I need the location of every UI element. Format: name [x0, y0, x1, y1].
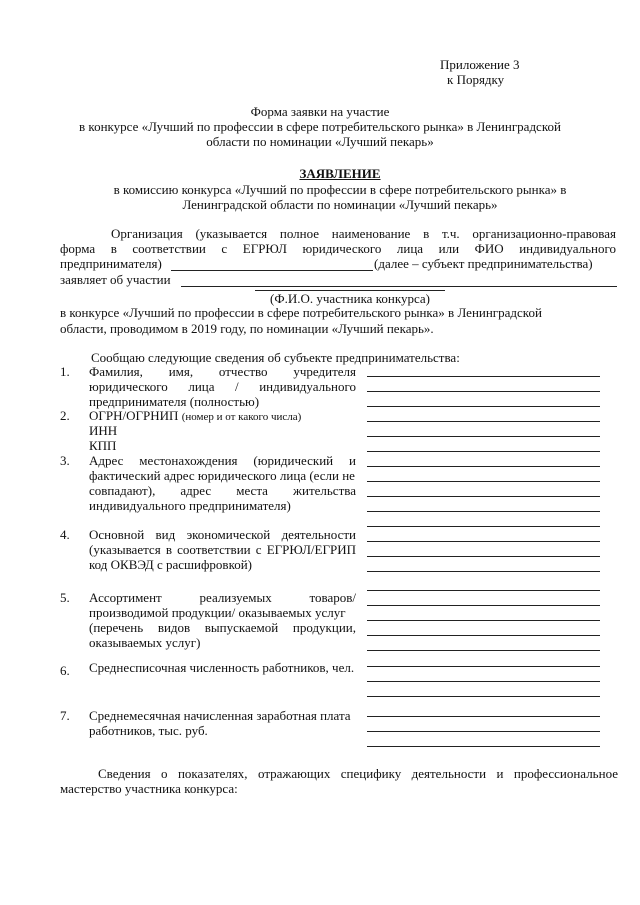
ogrn-label: ОГРН/ОГРНИП: [89, 408, 179, 423]
item-6-line1: Среднесписочная численность работников, чел.: [89, 660, 355, 675]
statement-title: ЗАЯВЛЕНИЕ: [299, 166, 381, 181]
item-3-line1: Адрес местонахождения (юридический и: [89, 453, 356, 468]
intro-line2: форма в соответствии с ЕГРЮЛ юридического лица или ФИО индивидуального: [60, 241, 616, 256]
item-number: 2.: [60, 408, 70, 423]
info-heading: Сообщаю следующие сведения об субъекте предпринимательства:: [91, 350, 460, 365]
item-3-answer-line[interactable]: [367, 511, 600, 512]
item-3-line4: индивидуального предпринимателя): [89, 498, 291, 513]
item-1-answer-line[interactable]: [367, 376, 600, 377]
item-1-line1: Фамилия, имя, отчество учредителя: [89, 364, 356, 379]
item-number: 3.: [60, 453, 70, 468]
item-5-answer-line[interactable]: [367, 605, 600, 606]
item-7-answer-line[interactable]: [367, 731, 600, 732]
item-2-answer-line[interactable]: [367, 421, 600, 422]
intro-line1: Организация (указывается полное наименование в т.ч. организационно-правовая: [111, 226, 616, 241]
item-number: 7.: [60, 708, 70, 723]
item-2-line3: КПП: [89, 438, 117, 453]
item-1-answer-line[interactable]: [367, 391, 600, 392]
item-6-answer-line[interactable]: [367, 666, 600, 667]
item-5-line3: (перечень видов выпускаемой продукции,: [89, 620, 356, 635]
item-2-line2: ИНН: [89, 423, 118, 438]
item-4-answer-line[interactable]: [367, 526, 600, 527]
item-3-answer-line[interactable]: [367, 496, 600, 497]
appendix-order-label: к Порядку: [447, 72, 505, 87]
statement-line2: Ленинградской области по номинации «Лучший пекарь»: [182, 197, 498, 212]
statement-line1: в комиссию конкурса «Лучший по профессии в сфере потребительского рынка» в: [113, 182, 567, 197]
item-5-line2: производимой продукции/ оказываемых услуг: [89, 605, 346, 620]
form-header-line1: Форма заявки на участие: [250, 104, 390, 119]
item-6-answer-line[interactable]: [367, 681, 600, 682]
item-5-answer-line[interactable]: [367, 590, 600, 591]
item-3-line3: совпадают), адрес места жительства: [89, 483, 356, 498]
form-header-line2: в конкурсе «Лучший по профессии в сфере потребительского рынка» в Ленинградской: [79, 119, 561, 134]
item-7-line1: Среднемесячная начисленная заработная плата: [89, 708, 351, 723]
item-3-answer-line[interactable]: [367, 481, 600, 482]
org-name-underline: [171, 270, 373, 271]
item-5-answer-line[interactable]: [367, 635, 600, 636]
item-1-line3: предпринимателя (полностью): [89, 394, 260, 409]
ogrn-note: (номер и от какого числа): [181, 411, 302, 423]
footer-line1: Сведения о показателях, отражающих специфику деятельности и профессиональное: [98, 766, 618, 781]
item-1-line2: юридического лица / индивидуального: [89, 379, 356, 394]
item-number: 5.: [60, 590, 70, 605]
item-4-answer-line[interactable]: [367, 541, 600, 542]
appendix-label: Приложение 3: [440, 57, 520, 72]
item-2-answer-line[interactable]: [367, 436, 600, 437]
item-7-answer-line[interactable]: [367, 716, 600, 717]
intro-line5: в конкурсе «Лучший по профессии в сфере потребительского рынка» в Ленинградской: [60, 305, 542, 320]
item-5-answer-line[interactable]: [367, 650, 600, 651]
intro-line3-a: предпринимателя): [60, 256, 162, 271]
item-4-answer-line[interactable]: [367, 571, 600, 572]
form-header-line3: области по номинации «Лучший пекарь»: [206, 134, 434, 149]
intro-line6: области, проводимом в 2019 году, по номинации «Лучший пекарь».: [60, 321, 434, 336]
item-4-line1: Основной вид экономической деятельности: [89, 527, 356, 542]
item-number: 1.: [60, 364, 70, 379]
intro-line4: заявляет об участии: [60, 272, 171, 287]
item-number: 6.: [60, 663, 70, 678]
item-4-line2: (указывается в соответствии с ЕГРЮЛ/ЕГРИП: [89, 542, 356, 557]
item-7-line2: работников, тыс. руб.: [89, 723, 208, 738]
item-7-answer-line[interactable]: [367, 746, 600, 747]
item-4-line3: код ОКВЭД с расшифровкой): [89, 557, 253, 572]
intro-line3-b: (далее – субъект предпринимательства): [374, 256, 593, 271]
participant-underline[interactable]: [181, 286, 617, 287]
item-2-line1: [89, 408, 301, 425]
item-5-line4: оказываемых услуг): [89, 635, 201, 650]
item-2-answer-line[interactable]: [367, 451, 600, 452]
item-6-answer-line[interactable]: [367, 696, 600, 697]
participant-caption: (Ф.И.О. участника конкурса): [255, 290, 445, 307]
item-number: 4.: [60, 527, 70, 542]
item-3-line2: фактический адрес юридического лица (если не: [89, 468, 355, 483]
item-5-answer-line[interactable]: [367, 620, 600, 621]
item-5-line1: Ассортимент реализуемых товаров/: [89, 590, 356, 605]
item-4-answer-line[interactable]: [367, 556, 600, 557]
item-1-answer-line[interactable]: [367, 406, 600, 407]
item-3-answer-line[interactable]: [367, 466, 600, 467]
footer-line2: мастерство участника конкурса:: [60, 781, 238, 796]
